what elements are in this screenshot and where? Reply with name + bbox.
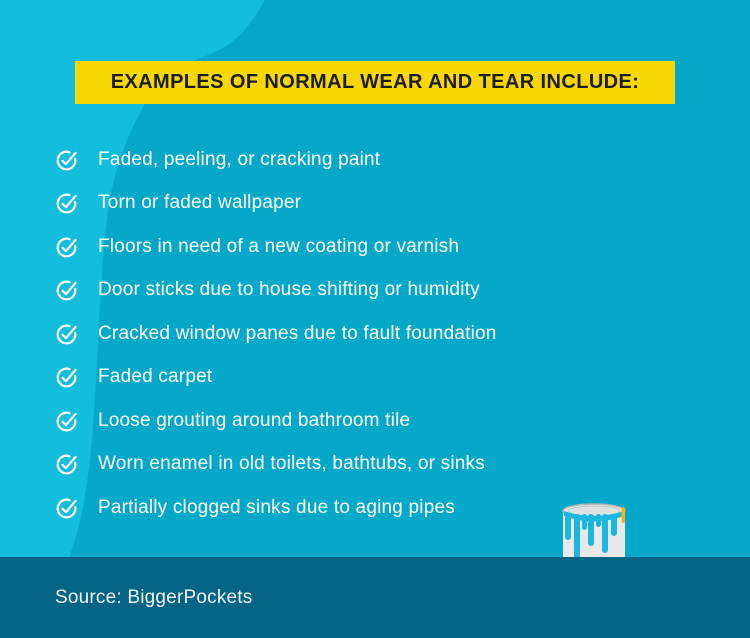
check-circle-icon xyxy=(55,322,79,346)
check-circle-icon xyxy=(55,409,79,433)
list-item xyxy=(55,182,497,226)
list-item xyxy=(55,269,497,313)
title-banner xyxy=(75,61,675,104)
check-circle-icon xyxy=(55,235,79,259)
list-item xyxy=(55,399,497,443)
check-circle-icon xyxy=(55,496,79,520)
list-item-label: Loose grouting around bathroom tile xyxy=(98,409,411,431)
list-item xyxy=(55,225,497,269)
list-item-label: Cracked window panes due to fault foundation xyxy=(98,322,497,344)
list-item-label: Faded, peeling, or cracking paint xyxy=(98,148,381,170)
list-item-label: Worn enamel in old toilets, bathtubs, or sinks xyxy=(98,453,485,475)
list-item xyxy=(55,138,497,182)
list-item-label: Faded carpet xyxy=(98,366,213,388)
check-circle-icon xyxy=(55,452,79,476)
check-circle-icon xyxy=(55,365,79,389)
list-item-label: Door sticks due to house shifting or humidity xyxy=(98,279,480,301)
list-item xyxy=(55,356,497,400)
list-item-label: Torn or faded wallpaper xyxy=(98,192,302,214)
check-circle-icon xyxy=(55,148,79,172)
source-credit: Source: BiggerPockets xyxy=(55,586,253,608)
list-item xyxy=(55,443,497,487)
list-item-label: Partially clogged sinks due to aging pipes xyxy=(98,496,455,518)
check-circle-icon xyxy=(55,278,79,302)
list-item xyxy=(55,486,497,530)
yellow-drip xyxy=(622,507,626,523)
check-circle-icon xyxy=(55,191,79,215)
list-item-label: Floors in need of a new coating or varnish xyxy=(98,235,460,257)
footer-bar xyxy=(0,557,750,638)
wear-tear-list xyxy=(55,138,497,530)
page-title: EXAMPLES OF NORMAL WEAR AND TEAR INCLUDE: xyxy=(110,71,640,93)
list-item xyxy=(55,312,497,356)
